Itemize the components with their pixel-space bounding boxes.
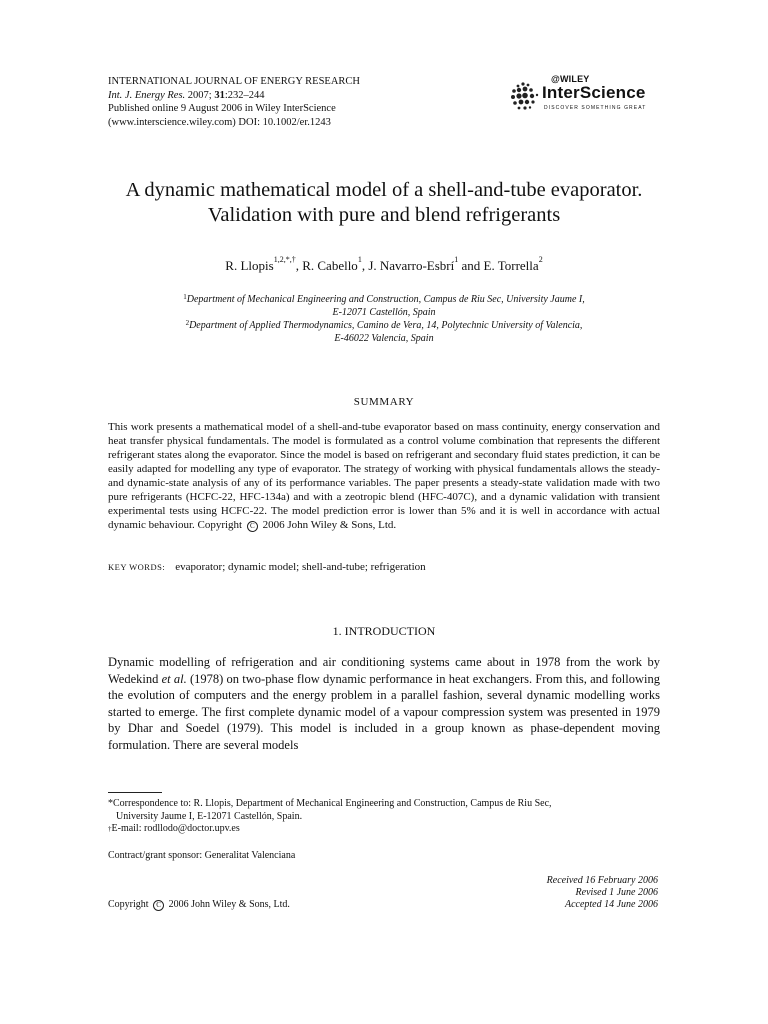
section-heading: 1. INTRODUCTION [332,624,436,638]
author-separator: and [458,258,484,273]
doi-line: (www.interscience.wiley.com) DOI: 10.1002/er.1243 [108,116,331,128]
title-line-1: A dynamic mathematical model of a shell-and-tube evaporator. [125,179,643,201]
copyright-suffix: 2006 John Wiley & Sons, Ltd. [168,899,290,910]
intro-text: Dynamic modelling of refrigeration and air conditioning systems came about in 1978 from the work by Wedekind [108,655,660,686]
dagger-mark: † [108,825,112,833]
correspondence-line: *Correspondence to: R. Llopis, Department of Mechanical Engineering and Construction, Campus de Riu Sec, [108,798,552,809]
intro-text: (1978) on two-phase flow dynamic performance in heat exchangers. From this, and following the evolution of computers and the energy problem in a parallel fashion, several dynamic modelling works started to emerge. The first complete dynamic model of a vapour compression system was presented in 1979 by Dhar and Soedel (1979). This model is included in a group known as phase-dependent moving formulation. There are several models [108,671,660,752]
journal-name: INTERNATIONAL JOURNAL OF ENERGY RESEARCH [108,76,360,87]
citation-pages: :232–244 [224,89,265,101]
footnotes [108,798,660,836]
affiliation-text: Department of Mechanical Engineering and Construction, Campus de Riu Sec, University Jaume I, [186,294,585,305]
summary-heading: SUMMARY [353,396,415,408]
copyright-prefix: Copyright [108,899,149,910]
citation [108,89,528,103]
summary-copyright: 2006 John Wiley & Sons, Ltd. [262,519,397,531]
intro-etal: et al. [161,671,187,686]
author-superscript: 1 [454,255,459,264]
author-separator: , [295,258,303,273]
copyright-line [108,899,290,911]
accepted-date: Accepted 14 June 2006 [564,899,658,910]
grant-sponsor: Contract/grant sponsor: Generalitat Valenciana [108,850,296,861]
author-superscript: 1 [357,255,362,264]
affiliation-number: 1 [183,293,187,301]
citation-year: 2007; [185,89,215,101]
author: E. Torrella [483,258,539,273]
email-text: E-mail: rodllodo@doctor.upv.es [111,823,240,834]
dots-globe-icon [508,80,542,114]
summary-text [108,420,660,532]
wiley-interscience-logo [508,74,668,122]
email-line [108,823,660,836]
citation-abbrev: Int. J. Energy Res. [108,89,186,101]
affiliation-city: E-46022 Valencia, Spain [334,333,434,344]
correspondence-address: University Jaume I, E-12071 Castellón, Spain. [116,810,303,822]
author-superscript: 1,2,*,† [273,255,296,264]
keywords [108,561,426,573]
author: J. Navarro-Esbrí [368,258,455,273]
journal-header [108,75,528,129]
wiley-label: @WILEY [551,74,590,84]
affiliation-number: 2 [185,319,190,327]
author: R. Llopis [225,258,274,273]
copyright-symbol-icon: C [153,900,164,911]
logo-tagline: DISCOVER SOMETHING GREAT [544,105,647,111]
affiliation-text: Department of Applied Thermodynamics, Camino de Vera, 14, Polytechnic University of Valencia, [189,320,583,331]
affiliations [100,293,668,345]
affiliation-city: E-12071 Castellón, Spain [332,307,436,318]
affiliation [100,319,668,332]
title-line-2: Validation with pure and blend refrigerants [207,204,561,226]
manuscript-dates [460,875,658,911]
interscience-label: InterScience [542,83,646,102]
affiliation [100,293,668,306]
received-date: Received 16 February 2006 [546,875,658,886]
published-line: Published online 9 August 2006 in Wiley InterScience [108,103,336,114]
keywords-value: evaporator; dynamic model; shell-and-tube; refrigeration [175,561,426,573]
citation-volume: 31 [214,89,225,101]
author-separator: , [361,258,369,273]
author-superscript: 2 [538,255,543,264]
author-list [60,255,708,274]
revised-date: Revised 1 June 2006 [575,887,658,898]
intro-paragraph [108,654,660,753]
summary-body: This work presents a mathematical model of a shell-and-tube evaporator based on mass continuity, energy conservation and heat transfer physical fundamentals. The model is formulated as a control volume combination that represents the different refrigerant states along the evaporator. Since the model is based on refrigerant and secondary fluid states prediction, it can be easily adapted for modelling any type of evaporator. The strategy of working with physical fundamentals allows the steady- and dynamic-state analysis of any of its performance variables. The paper presents a steady-state validation made with two pure refrigerants (HCFC-22, HFC-134a) and with a zeotropic blend (HFC-407C), and a dynamic validation with transient experimental tests using HCFC-22. The model prediction error is lower than 5% and it is well in accordance with actual dynamic behaviour. Copyright [108,421,660,531]
copyright-symbol-icon: C [247,521,258,532]
keywords-label: KEY WORDS: [108,562,166,572]
paper-title [60,178,708,228]
author: R. Cabello [302,258,358,273]
footnote-divider [108,792,162,793]
